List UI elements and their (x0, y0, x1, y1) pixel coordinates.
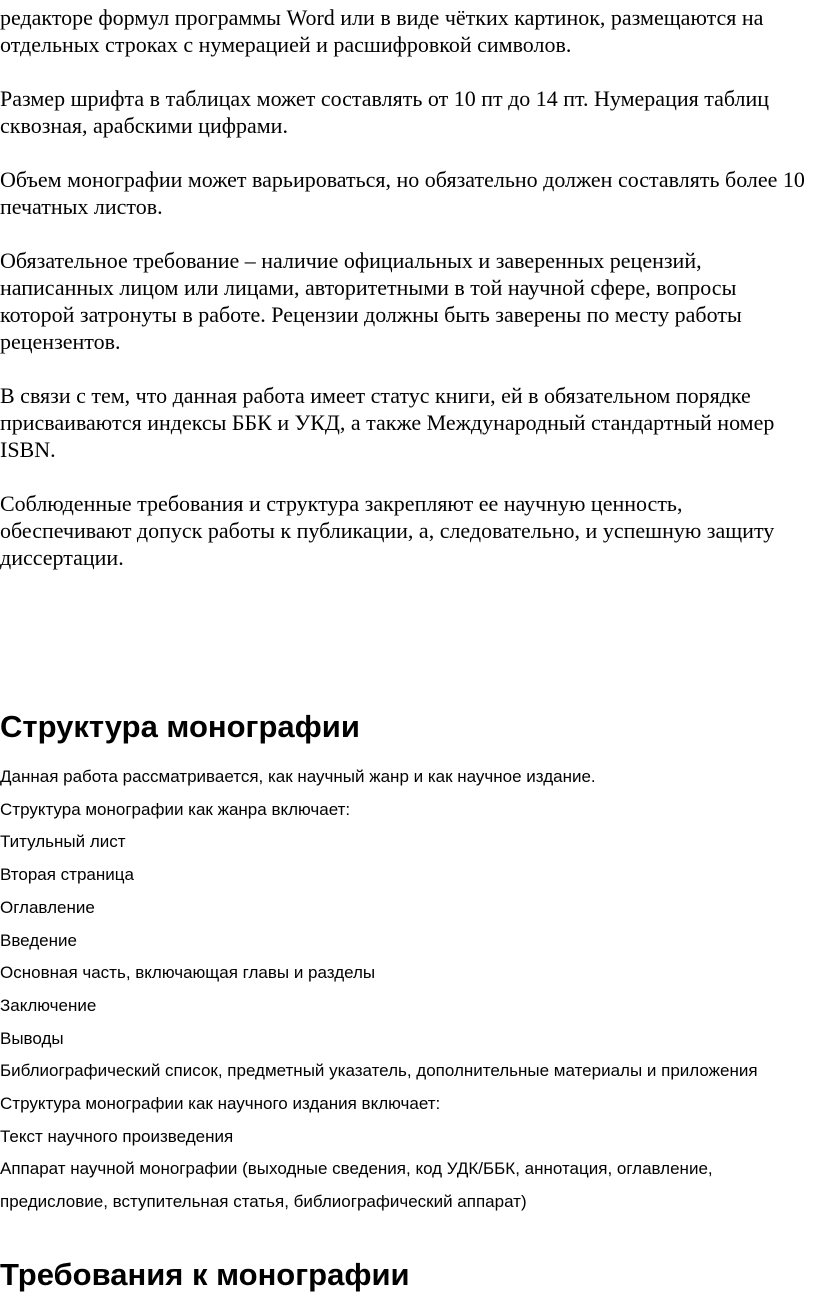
structure-line: Текст научного произведения (0, 1126, 234, 1146)
body-text (0, 0, 816, 571)
structure-line: Библиографический список, предметный указатель, дополнительные материалы и приложения (0, 1061, 758, 1081)
paragraph-isbn: В связи с тем, что данная работа имеет статус книги, ей в обязательном порядке присваиваются индексы ББК и УКД, а также Международный стандартный номер ISBN. (0, 383, 775, 462)
requirements-heading: Требования к монографии (0, 1257, 410, 1292)
structure-line: Основная часть, включающая главы и разделы (0, 963, 376, 983)
requirements-section (0, 1252, 816, 1298)
paragraph-formulas: редакторе формул программы Word или в виде чётких картинок, размещаются на отдельных строках с нумерацией и расшифровкой символов. (0, 5, 764, 57)
structure-lines (0, 761, 816, 1219)
structure-line: Оглавление (0, 897, 95, 917)
structure-line: Данная работа рассматривается, как научный жанр и как научное издание. (0, 767, 596, 786)
structure-line: Введение (0, 930, 77, 950)
structure-line: Структура монографии как жанра включает: (0, 799, 351, 819)
paragraph-reviews: Обязательное требование – наличие официальных и заверенных рецензий, написанных лицом или лицами, авторитетными в той научной сфере, вопросы которой затронуты в работе. Рецензии должны быть заверены по месту работы рецензентов. (0, 248, 742, 354)
structure-heading: Структура монографии (0, 709, 360, 744)
paragraph-volume: Объем монографии может варьироваться, но обязательно должен составлять более 10 печатных листов. (0, 167, 805, 219)
structure-section (0, 704, 816, 1219)
structure-line: Выводы (0, 1028, 64, 1048)
paragraph-table-font: Размер шрифта в таблицах может составлять от 10 пт до 14 пт. Нумерация таблиц сквозная, арабскими цифрами. (0, 86, 770, 138)
structure-line: Вторая страница (0, 865, 134, 885)
structure-line: Титульный лист (0, 832, 126, 852)
structure-line: Аппарат научной монографии (выходные сведения, код УДК/ББК, аннотация, оглавление, предисловие, вступительная статья, библиографический аппарат) (0, 1159, 713, 1212)
structure-line: Структура монографии как научного издания включает: (0, 1094, 441, 1114)
structure-line: Заключение (0, 995, 97, 1015)
paragraph-conclusion: Соблюденные требования и структура закрепляют ее научную ценность, обеспечивают допуск работы к публикации, а, следовательно, и успешную защиту диссертации. (0, 491, 775, 570)
